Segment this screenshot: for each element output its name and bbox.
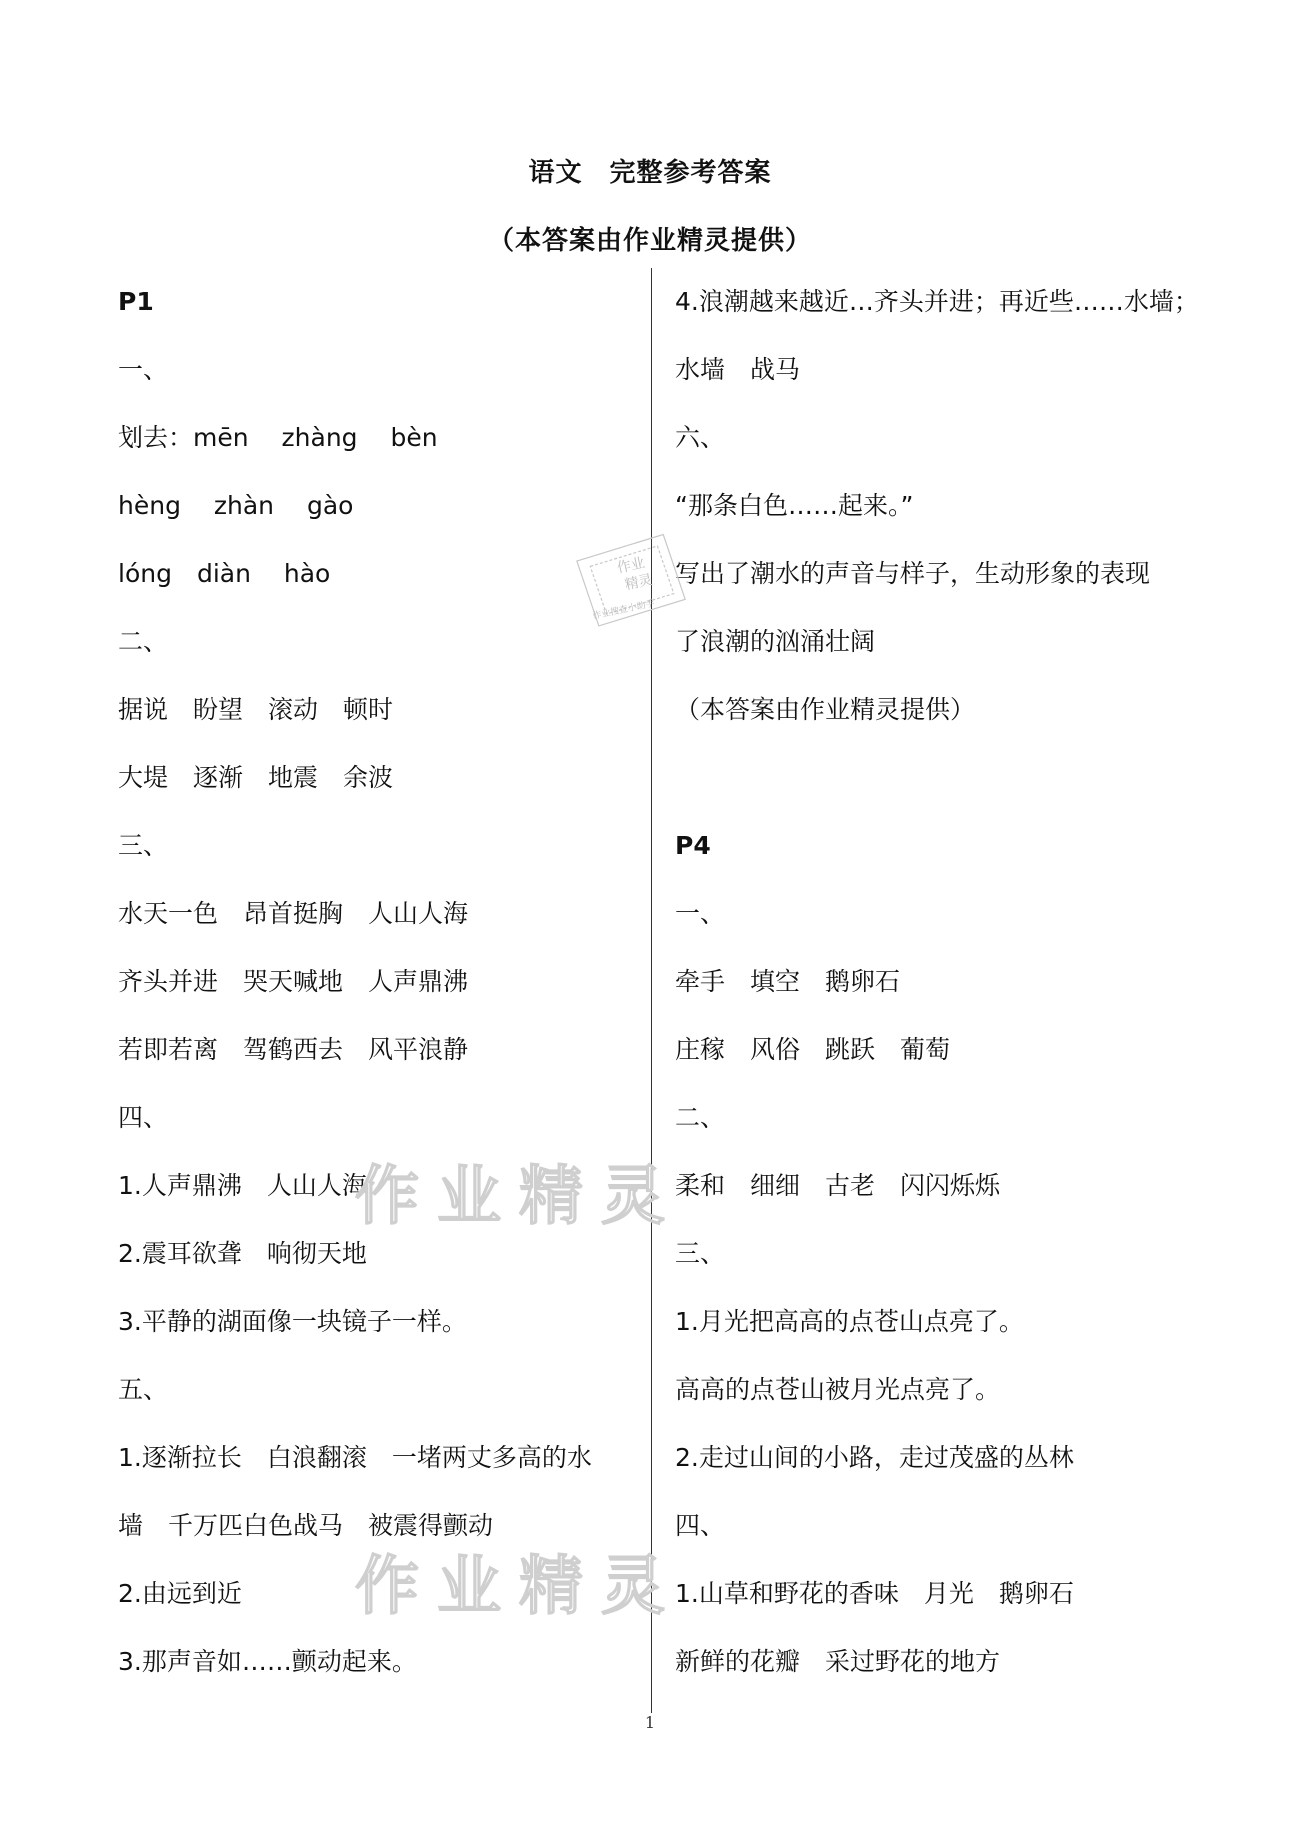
answer-line: 新鲜的花瓣 采过野花的地方 — [675, 1647, 1001, 1676]
answer-line: 1.逐渐拉长 白浪翻滚 一堵两丈多高的水 — [118, 1443, 592, 1472]
answer-line: 3.平静的湖面像一块镜子一样。 — [118, 1307, 467, 1336]
svg-text:作业: 作业 — [615, 555, 647, 577]
page-subtitle: （本答案由作业精灵提供） — [487, 226, 812, 256]
answer-line: 水墙 战马 — [675, 355, 801, 384]
watermark-text: 作业精灵 — [355, 1160, 683, 1234]
watermark-text: 作业精灵 — [355, 1550, 683, 1624]
answer-line: 三、 — [118, 831, 169, 860]
answer-line: 四、 — [118, 1103, 169, 1132]
answer-line: 2.由远到近 — [118, 1579, 242, 1608]
answer-line: 据说 盼望 滚动 顿时 — [118, 695, 394, 724]
answer-line: 一、 — [675, 899, 726, 928]
answer-line: 牵手 填空 鹅卵石 — [675, 967, 901, 996]
answer-line: 水天一色 昂首挺胸 人山人海 — [118, 899, 469, 928]
answer-line: 墙 千万匹白色战马 被震得颤动 — [118, 1511, 494, 1540]
answer-line: lóng diàn hào — [118, 559, 331, 588]
answer-line: 高高的点苍山被月光点亮了。 — [675, 1375, 1001, 1404]
answer-line: 2.震耳欲聋 响彻天地 — [118, 1239, 367, 1268]
right-answer-column — [675, 268, 1199, 1696]
answer-line: 二、 — [118, 627, 169, 656]
answer-line: 若即若离 驾鹤西去 风平浪静 — [118, 1035, 469, 1064]
answer-line: 四、 — [675, 1511, 726, 1540]
answer-line: 3.那声音如……颤动起来。 — [118, 1647, 417, 1676]
answer-line: 六、 — [675, 423, 726, 452]
answer-line: 了浪潮的汹涌壮阔 — [675, 627, 876, 656]
answer-line: 大堤 逐渐 地震 余波 — [118, 763, 394, 792]
section-heading: P1 — [118, 287, 154, 316]
svg-text:作业搜查小助手: 作业搜查小助手 — [591, 598, 656, 622]
answer-line: “那条白色……起来。” — [675, 491, 914, 520]
answer-line: 三、 — [675, 1239, 726, 1268]
answer-line: 二、 — [675, 1103, 726, 1132]
answer-line: 齐头并进 哭天喊地 人声鼎沸 — [118, 967, 469, 996]
page-number: 1 — [644, 1713, 656, 1732]
answer-line — [675, 744, 1195, 812]
answer-line: 柔和 细细 古老 闪闪烁烁 — [675, 1171, 1001, 1200]
answer-line: 庄稼 风俗 跳跃 葡萄 — [675, 1035, 951, 1064]
answer-line: 划去：mēn zhàng bèn — [118, 423, 438, 452]
answer-line: hèng zhàn gào — [118, 491, 354, 520]
page-title: 语文 完整参考答案 — [528, 158, 772, 188]
answer-line: 1.月光把高高的点苍山点亮了。 — [675, 1307, 1024, 1336]
answer-line: （本答案由作业精灵提供） — [675, 695, 976, 724]
answer-line: 五、 — [118, 1375, 169, 1404]
answer-line: 1.山草和野花的香味 月光 鹅卵石 — [675, 1579, 1074, 1608]
answer-line: 1.人声鼎沸 人山人海 — [118, 1171, 367, 1200]
answer-line: 4.浪潮越来越近…齐头并进；再近些……水墙； — [675, 287, 1199, 316]
watermark-stamp-icon — [572, 530, 692, 630]
answer-line: 一、 — [118, 355, 169, 384]
svg-text:精灵: 精灵 — [623, 571, 655, 594]
column-divider — [651, 268, 652, 1713]
answer-line: 2.走过山间的小路，走过茂盛的丛林 — [675, 1443, 1074, 1472]
answer-line: 写出了潮水的声音与样子，生动形象的表现 — [675, 559, 1151, 588]
left-answer-column — [118, 268, 638, 1696]
section-heading: P4 — [675, 831, 711, 860]
